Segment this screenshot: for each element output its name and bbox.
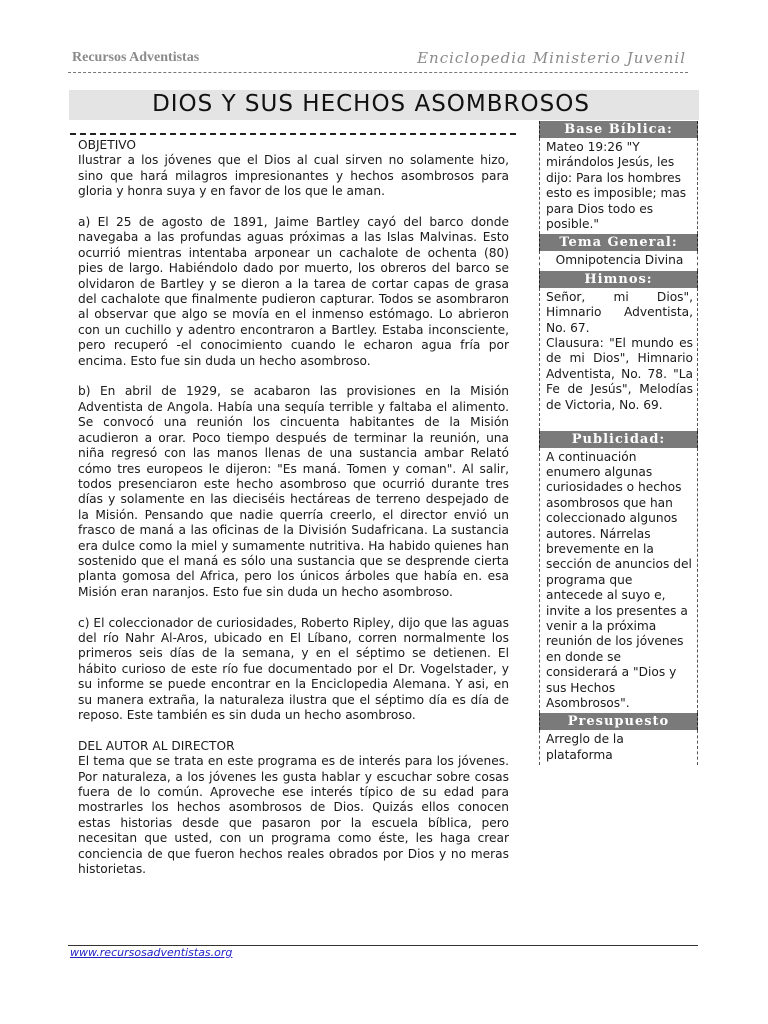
himno-opening: Señor, mi Dios", Himnario Adventista, No. 67. <box>546 289 693 335</box>
autor-label: DEL AUTOR AL DIRECTOR <box>78 738 235 753</box>
tema-general-text: Omnipotencia Divina <box>539 251 698 270</box>
header-divider <box>68 72 688 73</box>
objetivo-label: OBJETIVO <box>78 138 137 152</box>
objetivo-section <box>78 138 509 200</box>
paragraph-b: b) En abril de 1929, se acabaron las provisiones en la Misión Adventista de Angola. Había una sequía terrible y faltaba el alimento. Se convocó una reunión los cincuenta habitantes de la Misión acudieron a orar. Poco tiempo después de terminar la reunión, una niña regresó con las manos llenas de una sustancia ambar Relató cómo tres europeos le dijeron: "Es maná. Tomen y coman". Al salir, todos presenciaron este hecho asombroso que ocurrió durante tres días y solamente en las dieciséis hectáreas de terreno despejado de la Misión. Pensando que nadie querría creerlo, el director envió un frasco de maná a las oficinas de la División Sudafricana. La sustancia era dulce como la miel y sumamente nutritiva. Ha habido quienes han sostenido que el maná es sólo una sustancia que se desprende cierta planta gomosa del Africa, pero los únicos árboles que había en. esa Misión eran naranjos. Esto fue sin duda un hecho asombroso. <box>78 384 509 599</box>
sidebar <box>539 121 698 765</box>
autor-text: El tema que se trata en este programa es de interés para los jóvenes. Por naturaleza, a los jóvenes les gusta hablar y escuchar sobre cosas fuera de lo común. Aproveche ese interés típico de su edad para mostrarles los hechos asombrosos de Dios. Quizás ellos conocen estas historias desde que pasaron por la escuela bíblica, pero necesitan que usted, con un programa como éste, les haga crear conciencia de que fueron hechos reales obrados por Dios y no meras historietas. <box>78 754 509 877</box>
header-site-name: Recursos Adventistas <box>72 50 200 65</box>
himnos-list <box>539 288 698 431</box>
publicidad-heading: Publicidad: <box>539 431 698 448</box>
base-biblica-text: Mateo 19:26 "Y mirándolos Jesús, les dijo: Para los hombres esto es imposible; mas para Dios todo es posible." <box>539 138 698 234</box>
tema-general-heading: Tema General: <box>539 234 698 251</box>
base-biblica-heading: Base Bíblica: <box>539 121 698 138</box>
page-title: DIOS Y SUS HECHOS ASOMBROSOS <box>152 91 590 117</box>
main-content <box>78 138 509 877</box>
objetivo-text: Ilustrar a los jóvenes que el Dios al cual sirven no solamente hizo, sino que hará milagros impresionantes y hechos asombrosos para gloria y honra suya y en favor de los que le aman. <box>78 153 509 199</box>
title-dash-divider <box>70 133 516 135</box>
presupuesto-heading: Presupuesto <box>539 713 698 730</box>
publicidad-text: A continuación enumero algunas curiosidades o hechos asombrosos que han coleccionado algunos autores. Nárrelas brevemente en la sección de anuncios del programa que antecede al suyo e, invite a los presentes a venir a la próxima reunión de los jóvenes en donde se considerará a "Dios y sus Hechos Asombrosos". <box>539 448 698 714</box>
footer-website-link[interactable]: www.recursosadventistas.org <box>70 946 233 959</box>
presupuesto-text: Arreglo de la plataforma <box>539 730 698 765</box>
paragraph-c: c) El coleccionador de curiosidades, Roberto Ripley, dijo que las aguas del río Nahr Al-Aros, ubicado en El Líbano, corren normalmente los primeros seis días de la semana, y en el séptimo se detienen. El hábito curioso de este río fue documentado por el Dr. Vogelstader, y su informe se puede encontrar en la Enciclopedia Alemana. Y asi, en su manera extraña, la naturaleza ilustra que el séptimo día es día de reposo. Este también es sin duda un hecho asombroso. <box>78 615 509 722</box>
autor-section <box>78 739 509 878</box>
paragraph-a: a) El 25 de agosto de 1891, Jaime Bartley cayó del barco donde navegaba a las profundas aguas próximas a las Islas Malvinas. Esto ocurrió mientras intentaba arponear un cachalote de ochenta (80) pies de largo. Habiéndolo dado por muerto, los obreros del barco se olvidaron de Bartley y se dieron a la tarea de cortar capas de grasa del cachalote que finalmente pudieron capturar. Todos se asombraron al observar que algo se movía en el inmenso estómago. Lo abrieron con un cuchillo y adentro encontraron a Bartley. Estaba inconsciente, pero recuperó -el conocimiento cuando le echaron agua fría por encima. Esto fue sin duda un hecho asombroso. <box>78 215 509 368</box>
himnos-heading: Himnos: <box>539 271 698 288</box>
himno-closing: Clausura: "El mundo es de mi Dios", Himnario Adventista, No. 78. "La Fe de Jesús", Melodías de Victoria, No. 69. <box>546 336 693 412</box>
header-collection-name: Enciclopedia Ministerio Juvenil <box>417 49 686 67</box>
